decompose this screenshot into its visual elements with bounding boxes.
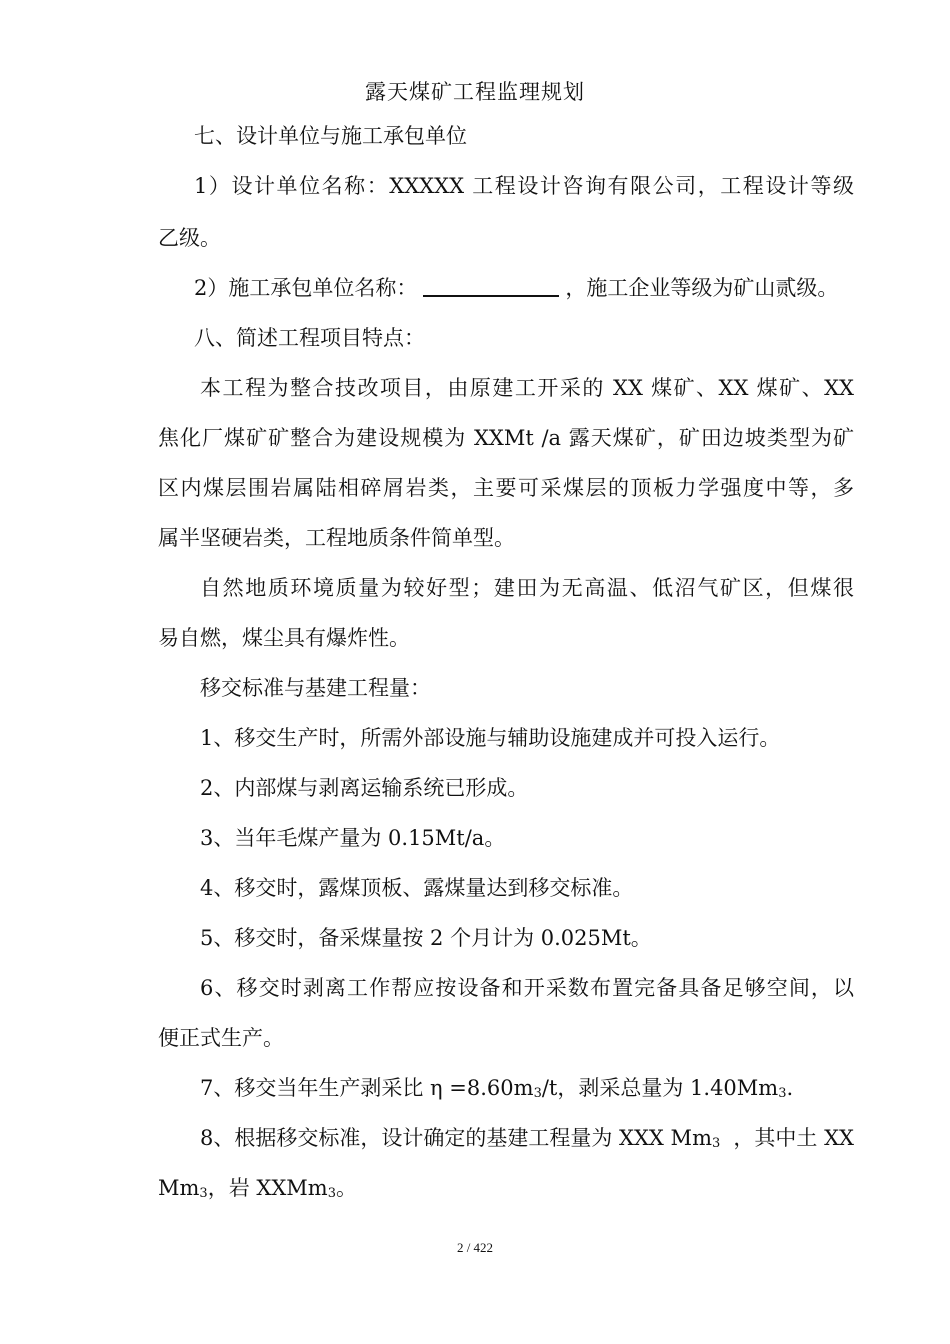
environment-line-1: 自然地质环境质量为较好型；建田为无高温、低沼气矿区，但煤很 (200, 576, 854, 600)
project-features-line-2: 焦化厂煤矿矿整合为建设规模为 XXMt /a 露天煤矿，矿田边坡类型为矿 (158, 426, 854, 450)
section-8-heading: 八、简述工程项目特点： (194, 326, 425, 350)
item-7-text-b: /t，剥采总量为 1.40Mm (541, 1076, 779, 1100)
item-7-superscript-1: 3 (533, 1086, 542, 1101)
section-7-heading: 七、设计单位与施工承包单位 (194, 124, 467, 148)
project-features-line-3: 区内煤层围岩属陆相碎屑岩类，主要可采煤层的顶板力学强度中等，多 (158, 476, 854, 500)
design-unit-line-2: 乙级。 (158, 226, 221, 250)
item-7-text-c: . (786, 1076, 794, 1100)
handover-item-5: 5、移交时，备采煤量按 2 个月计为 0.025Mt。 (200, 926, 652, 950)
handover-heading: 移交标准与基建工程量： (200, 676, 431, 700)
project-features-line-4: 属半坚硬岩类，工程地质条件简单型。 (158, 526, 515, 550)
contractor-grade: ，施工企业等级为矿山贰级。 (565, 276, 839, 300)
design-unit-line-1: 1）设计单位名称：XXXXX 工程设计咨询有限公司，工程设计等级 (194, 174, 854, 198)
contractor-line (194, 274, 838, 302)
item-8-text-b: ，其中土 XX (733, 1126, 854, 1150)
handover-item-2: 2、内部煤与剥离运输系统已形成。 (200, 776, 529, 800)
handover-item-3: 3、当年毛煤产量为 0.15Mt/a。 (200, 826, 506, 850)
page-title: 露天煤矿工程监理规划 (365, 80, 585, 104)
item-8-line-2-text-b: ，岩 XXMm (207, 1176, 328, 1200)
handover-item-8-line-2 (158, 1174, 357, 1206)
item-8-superscript-1: 3 (711, 1136, 721, 1151)
item-7-superscript-2: 3 (778, 1086, 787, 1101)
environment-line-2: 易自燃，煤尘具有爆炸性。 (158, 626, 410, 650)
handover-item-7 (200, 1074, 793, 1106)
item-8-text-a-wrap (200, 1124, 720, 1156)
handover-item-1: 1、移交生产时，所需外部设施与辅助设施建成并可投入运行。 (200, 726, 781, 750)
handover-item-8-line-1 (200, 1124, 854, 1156)
handover-item-6-line-2: 便正式生产。 (158, 1026, 284, 1050)
contractor-label: 2）施工承包单位名称： (194, 276, 418, 300)
handover-item-4: 4、移交时，露煤顶板、露煤量达到移交标准。 (200, 876, 634, 900)
page-number: 2 / 422 (456, 1240, 494, 1255)
item-8-line-2-superscript-1: 3 (199, 1186, 208, 1201)
contractor-name-blank (423, 275, 559, 297)
item-8-text-a: 8、根据移交标准，设计确定的基建工程量为 XXX Mm (200, 1126, 712, 1150)
item-8-line-2-superscript-2: 3 (327, 1186, 336, 1201)
item-7-text-a: 7、移交当年生产剥采比 η =8.60m (200, 1076, 534, 1100)
project-features-line-1: 本工程为整合技改项目，由原建工开采的 XX 煤矿、XX 煤矿、XX (200, 376, 854, 400)
item-8-line-2-text-a: Mm (158, 1176, 200, 1200)
item-8-line-2-text-c: 。 (335, 1176, 357, 1200)
handover-item-6-line-1: 6、移交时剥离工作帮应按设备和开采数布置完备具备足够空间，以 (200, 976, 854, 1000)
